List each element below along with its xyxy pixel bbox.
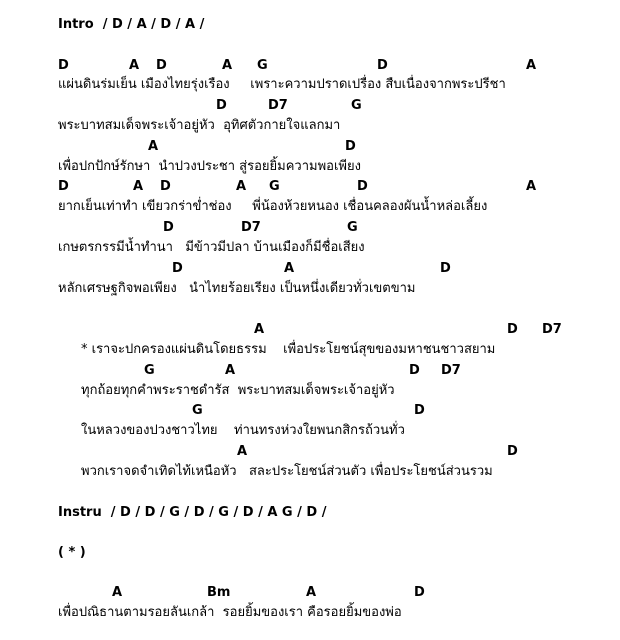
chord: D [507,444,518,459]
chord: A [129,58,140,73]
chord: G [192,403,203,418]
chord: D [156,58,167,73]
chord: D7 [441,363,461,378]
chord: D [414,403,425,418]
chord: A [526,58,537,73]
chord: D [163,220,174,235]
lyric-line: เพื่อปกปักษ์รักษา นำปวงประชา สู่รอยยิ้มความพอเพียง [58,159,361,174]
chord: A [284,261,295,276]
chord: D [345,139,356,154]
chord: G [144,363,155,378]
instru-line: Instru / D / D / G / D / G / D / A G / D / [58,505,327,520]
chord: A [526,179,537,194]
chord: D7 [241,220,261,235]
chord: D7 [542,322,562,337]
lyric-line: * เราจะปกครองแผ่นดินโดยธรรม เพื่อประโยชน์สุขของมหาชนชาวสยาม [81,342,496,357]
chord: D [377,58,388,73]
lyric-line: พระบาทสมเด็จพระเจ้าอยู่หัว อุทิศตัวกายใจแลกมา [58,118,341,133]
intro-line: Intro / D / A / D / A / [58,17,205,32]
chord: A [133,179,144,194]
chord: G [269,179,280,194]
lyric-line: ยากเย็นเท่าทำ เขียวกร่าข่ำช่อง พี่น้องห้วยหนอง เชื่อนคลองผันน้ำหล่อเลี้ยง [58,199,488,214]
chord: D [414,585,425,600]
chord: G [257,58,268,73]
chord: D7 [268,98,288,113]
chord: D [172,261,183,276]
chord: D [409,363,420,378]
chord: D [507,322,518,337]
lyric-line: หลักเศรษฐกิจพอเพียง นำไทยร้อยเรียง เป็นหนึ่งเดียวทั่วเขตขาม [58,281,416,296]
chord: Bm [207,585,231,600]
chord: D [357,179,368,194]
chord: D [58,179,69,194]
chord: A [222,58,233,73]
chord: D [58,58,69,73]
chord: G [351,98,362,113]
chord: D [216,98,227,113]
chord: G [347,220,358,235]
lyric-line: เกษตรกรรมีน้ำทำนา มีข้าวมีปลา บ้านเมืองก็มีชื่อเสียง [58,240,365,255]
chord: D [440,261,451,276]
chord: A [112,585,123,600]
lyric-line: ในหลวงของปวงชาวไทย ท่านทรงห่วงใยพนกสิกรถ้วนทั่ว [81,423,405,438]
lyric-line: พวกเราจดจำเทิดไท้เหนือหัว สละประโยชน์ส่วนตัว เพื่อประโยชน์ส่วนรวม [81,464,493,479]
lyric-line: ทุกถ้อยทุกคำพระราชดำรัส พระบาทสมเด็จพระเจ้าอยู่หัว [81,383,395,398]
chord: D [160,179,171,194]
chord: A [148,139,159,154]
lyric-line: เพื่อปณิธานตามรอยลันเกล้า รอยยิ้มของเรา คือรอยยิ้มของพ่อ [58,605,402,620]
chord: A [306,585,317,600]
chord: A [254,322,265,337]
lyric-line: แผ่นดินร่มเย็น เมืองไทยรุ่งเรือง เพราะความปราดเปรื่อง สืบเนื่องจากพระปรีชา [58,77,506,92]
chord: A [225,363,236,378]
chord: A [237,444,248,459]
repeat-marker: ( * ) [58,545,86,560]
chord: A [236,179,247,194]
